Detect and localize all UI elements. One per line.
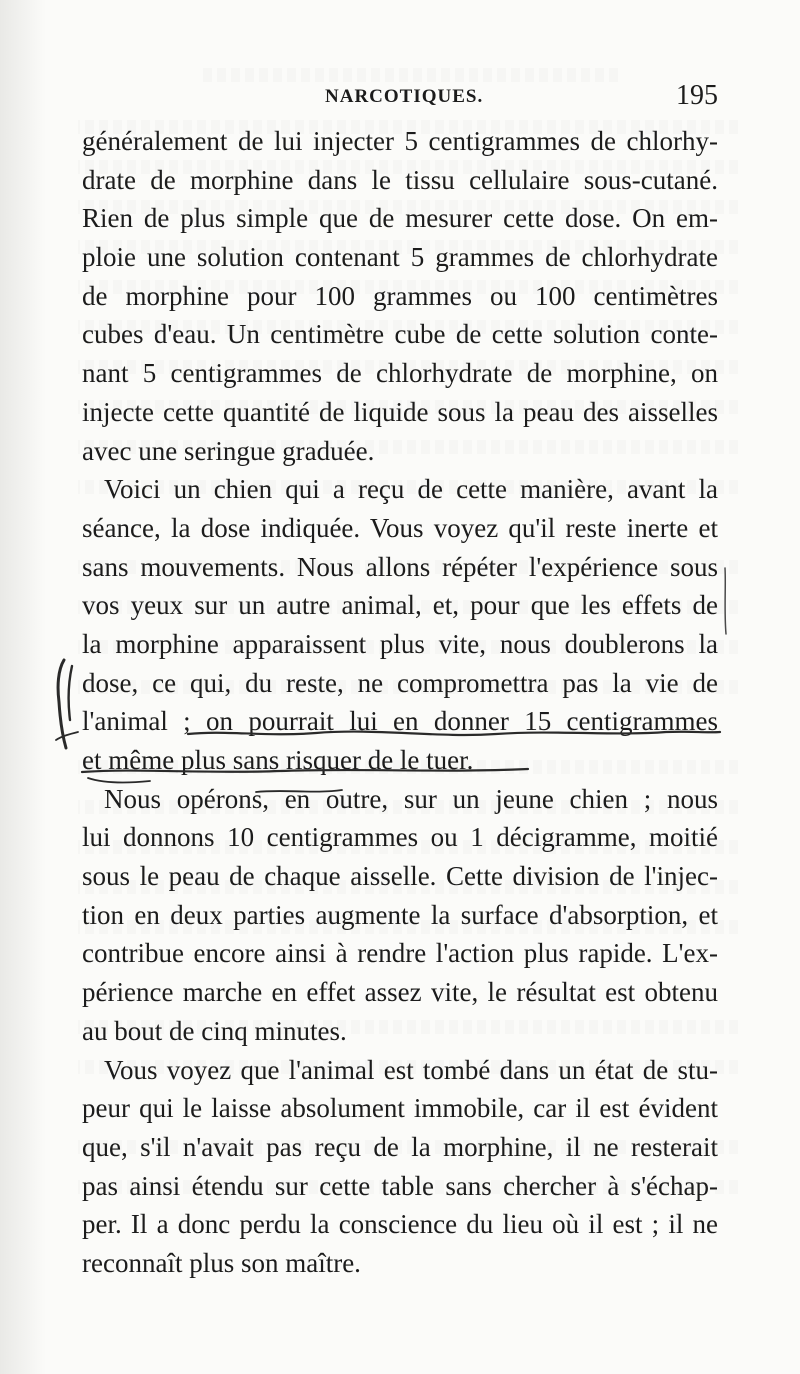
text-line: lui donnons 10 centigrammes ou 1 décigramme, moitié [82,822,718,853]
text-line: pas ainsi étendu sur cette table sans chercher à s'échap- [82,1170,718,1201]
text-line-last: au bout de cinq minutes. [82,1015,347,1046]
text-line-last: avec une seringue graduée. [82,435,375,466]
text-line: l'animal ; on pourrait lui en donner 15 centigrammes [82,706,718,737]
text-line: Rien de plus simple que de mesurer cette dose. On em- [82,203,718,234]
text-line: ploie une solution contenant 5 grammes de chlorhydrate [82,242,718,273]
paragraph [82,122,718,470]
text-line: généralement de lui injecter 5 centigrammes de chlorhy- [82,126,718,156]
paragraph [82,470,718,780]
text-line: Voici un chien qui a reçu de cette manière, avant la [104,474,718,505]
text-line: séance, la dose indiquée. Vous voyez qu'il reste inerte et [82,512,718,543]
text-line: Nous opérons, en outre, sur un jeune chien ; nous [104,783,718,814]
text-line: Vous voyez que l'animal est tombé dans un état de stu- [104,1054,718,1085]
text-line: périence marche en effet assez vite, le résultat est obtenu [82,977,718,1008]
text-line: cubes d'eau. Un centimètre cube de cette solution conte- [82,319,718,350]
paragraph [82,780,718,1051]
text-line: injecte cette quantité de liquide sous la peau des aisselles [82,396,718,427]
text-line: per. Il a donc perdu la conscience du lieu où il est ; il ne [82,1209,718,1240]
text-line: contribue encore ainsi à rendre l'action plus rapide. L'ex- [82,938,718,969]
text-line: drate de morphine dans le tissu cellulaire sous-cutané. [82,164,718,195]
text-line: que, s'il n'avait pas reçu de la morphine, il ne resterait [82,1131,718,1162]
text-line: nant 5 centigrammes de chlorhydrate de morphine, on [82,358,718,389]
body-text [82,122,718,1283]
margin-pencil-tick [718,566,732,636]
running-header [82,80,718,116]
text-line-last: reconnaît plus son maître. [82,1247,361,1278]
margin-bracket-pencil-mark [50,656,86,752]
text-line: dose, ce qui, du reste, ne compromettra pas la vie de [82,667,718,698]
text-line: peur qui le laisse absolument immobile, car il est évident [82,1093,718,1124]
text-line-last: et même plus sans risquer de le tuer. [82,745,474,775]
page-number: 195 [676,80,718,111]
text-line: de morphine pour 100 grammes ou 100 centimètres [82,280,718,311]
text-line: la morphine apparaissent plus vite, nous doublerons la [82,628,718,659]
text-line: sous le peau de chaque aisselle. Cette division de l'injec- [82,861,718,892]
text-line: tion en deux parties augmente la surface d'absorption, et [82,899,718,930]
paragraph [82,1051,718,1283]
page-gutter-shadow [0,0,46,1374]
running-title: NARCOTIQUES. [325,86,484,107]
text-line: sans mouvements. Nous allons répéter l'expérience sous [82,551,718,582]
text-line: vos yeux sur un autre animal, et, pour que les effets de [82,590,718,621]
